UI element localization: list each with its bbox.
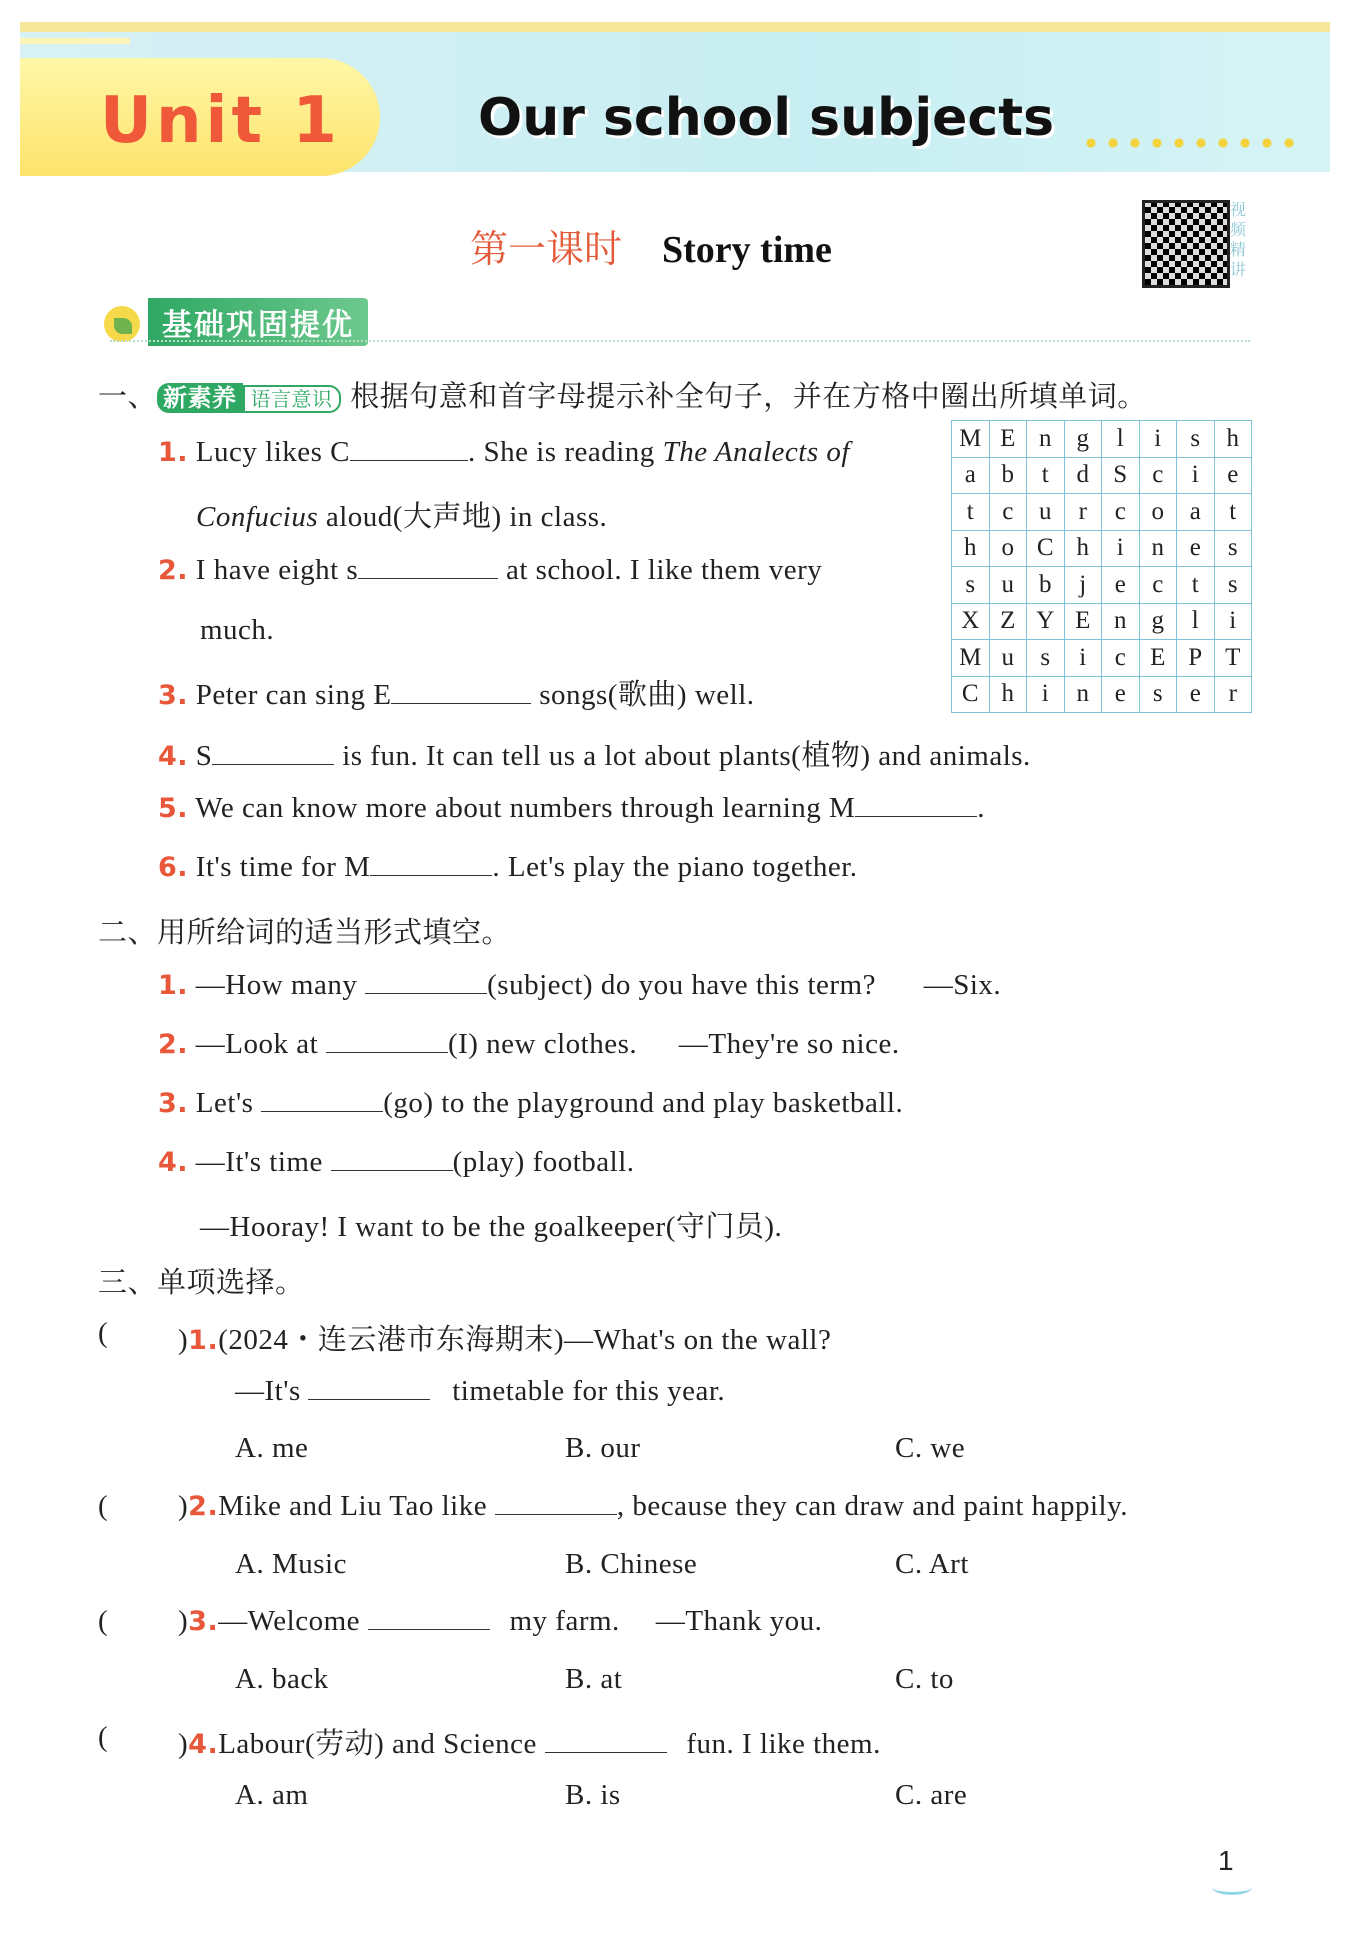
part2-item-3	[158, 1087, 903, 1120]
option-a[interactable]: A. Music	[235, 1548, 347, 1580]
unit-title: Our school subjects	[478, 88, 1055, 148]
grid-cell[interactable]: E	[989, 421, 1027, 458]
grid-row	[952, 603, 1252, 640]
item-text: at school. I like them very	[498, 554, 823, 586]
grid-cell[interactable]: d	[1064, 457, 1102, 494]
grid-cell[interactable]: t	[952, 494, 990, 531]
grid-cell[interactable]: u	[989, 640, 1027, 677]
option-c[interactable]: C. are	[895, 1779, 968, 1811]
lesson-title-cn: 第一课时	[470, 227, 623, 271]
grid-row	[952, 640, 1252, 677]
section-banner	[100, 300, 368, 344]
grid-cell[interactable]: e	[1102, 567, 1140, 604]
item-text: (2024・连云港市东海期末)—What's on the wall?	[218, 1324, 832, 1356]
decorative-dots	[1080, 138, 1300, 148]
word-search-grid	[951, 420, 1252, 713]
divider	[110, 340, 1250, 342]
grid-cell[interactable]: M	[952, 421, 990, 458]
item-number: 2.	[158, 1029, 189, 1060]
answer-blank[interactable]	[545, 1728, 667, 1753]
option-b[interactable]: B. our	[565, 1432, 641, 1464]
page-number-decoration	[1212, 1880, 1252, 1895]
item-text: . She is reading	[468, 436, 663, 468]
item-reply: —Thank you.	[655, 1605, 823, 1637]
item-text: Lucy likes C	[195, 436, 350, 468]
header-stripe	[20, 22, 1330, 32]
option-b[interactable]: B. is	[565, 1779, 621, 1811]
part2-item-4-reply: —Hooray! I want to be the goalkeeper(守门员).	[200, 1211, 783, 1243]
qr-code-icon[interactable]	[1142, 200, 1230, 288]
part1-item-1	[158, 436, 850, 469]
answer-paren-open[interactable]: (	[98, 1490, 108, 1522]
grid-cell[interactable]: b	[1027, 567, 1065, 604]
grid-cell[interactable]: l	[1177, 603, 1215, 640]
item-text: Peter can sing E	[195, 679, 392, 711]
item-number: 6.	[158, 852, 189, 883]
item-text: Let's	[195, 1087, 262, 1119]
answer-blank[interactable]	[391, 679, 531, 704]
grid-cell[interactable]: s	[1214, 530, 1252, 567]
grid-cell[interactable]: c	[1139, 457, 1177, 494]
grid-cell[interactable]: S	[1102, 457, 1140, 494]
answer-blank[interactable]	[365, 969, 487, 994]
item-text: is fun. It can tell us a lot about plants(植物) and animals.	[334, 740, 1031, 772]
item-text: (subject) do you have this term?	[487, 969, 876, 1001]
item-text: aloud(大声地) in class.	[318, 501, 608, 533]
grid-cell[interactable]: i	[1177, 457, 1215, 494]
grid-cell[interactable]: P	[1177, 640, 1215, 677]
grid-cell[interactable]: l	[1102, 421, 1140, 458]
answer-paren-open[interactable]: (	[98, 1721, 108, 1753]
grid-cell[interactable]: Z	[989, 603, 1027, 640]
answer-blank[interactable]	[370, 851, 492, 876]
answer-blank[interactable]	[326, 1028, 448, 1053]
grid-cell[interactable]: h	[1064, 530, 1102, 567]
part2-item-4	[158, 1146, 635, 1179]
item-text: songs(歌曲) well.	[531, 679, 755, 711]
item-number: 4.	[158, 741, 189, 772]
grid-cell[interactable]: i	[1214, 603, 1252, 640]
answer-blank[interactable]	[368, 1605, 490, 1630]
grid-cell[interactable]: u	[989, 567, 1027, 604]
part1-heading	[98, 374, 1147, 415]
grid-cell[interactable]: i	[1102, 530, 1140, 567]
grid-cell[interactable]: s	[1027, 640, 1065, 677]
part1-marker: 一、	[98, 379, 158, 413]
part2-item-1	[158, 969, 1001, 1002]
grid-cell[interactable]: t	[1214, 494, 1252, 531]
part1-item-6	[158, 851, 858, 884]
item-number: 2.	[188, 1491, 219, 1522]
option-c[interactable]: C. to	[895, 1663, 954, 1695]
grid-cell[interactable]: T	[1214, 640, 1252, 677]
grid-cell[interactable]: e	[1177, 530, 1215, 567]
item-text-italic: The Analects of	[662, 436, 850, 468]
grid-cell[interactable]: r	[1214, 676, 1252, 713]
item-number: 5.	[158, 793, 189, 824]
option-b[interactable]: B. at	[565, 1663, 623, 1695]
part3-item-1	[178, 1317, 831, 1358]
item-text: (I) new clothes.	[447, 1028, 638, 1060]
item-text-italic: Confucius	[196, 501, 319, 533]
item-text: We can know more about numbers through learning M	[195, 792, 856, 824]
grid-cell[interactable]: o	[989, 530, 1027, 567]
grid-row	[952, 676, 1252, 713]
grid-cell[interactable]: o	[1139, 494, 1177, 531]
item-number: 1.	[188, 1325, 219, 1356]
grid-cell[interactable]: c	[989, 494, 1027, 531]
option-b[interactable]: B. Chinese	[565, 1548, 698, 1580]
grid-cell[interactable]: i	[1064, 640, 1102, 677]
tag-new-literacy: 新素养	[157, 383, 243, 413]
item-reply: —Six.	[923, 969, 1002, 1001]
part3-item-1-line2	[235, 1375, 725, 1408]
grid-row	[952, 457, 1252, 494]
item-text: —How many	[195, 969, 366, 1001]
grid-cell[interactable]: i	[1139, 421, 1177, 458]
grid-cell[interactable]: C	[1027, 530, 1065, 567]
item-number: 1.	[158, 970, 189, 1001]
grid-cell[interactable]: i	[1027, 676, 1065, 713]
header-stripe-accent	[20, 38, 130, 44]
grid-cell[interactable]: Y	[1027, 603, 1065, 640]
answer-blank[interactable]	[358, 554, 498, 579]
grid-cell[interactable]: g	[1139, 603, 1177, 640]
option-c[interactable]: C. Art	[895, 1548, 969, 1580]
grid-row	[952, 567, 1252, 604]
part1-item-5	[158, 792, 985, 825]
item-text: Labour(劳动) and Science	[218, 1728, 545, 1760]
section-banner-label: 基础巩固提优	[148, 298, 368, 346]
answer-blank[interactable]	[855, 792, 977, 817]
grid-cell[interactable]: g	[1064, 421, 1102, 458]
grid-cell[interactable]: c	[1102, 640, 1140, 677]
grid-cell[interactable]: a	[952, 457, 990, 494]
grid-cell[interactable]: X	[952, 603, 990, 640]
part2-item-2	[158, 1028, 900, 1061]
tag-language-awareness: 语言意识	[243, 385, 341, 413]
item-text: —It's	[235, 1375, 309, 1407]
item-number: 2.	[158, 555, 189, 586]
qr-label: 视频精讲	[1230, 200, 1247, 279]
grid-cell[interactable]: u	[1027, 494, 1065, 531]
grid-cell[interactable]: c	[1102, 494, 1140, 531]
grid-row	[952, 494, 1252, 531]
answer-paren-close: )	[178, 1324, 189, 1356]
grid-cell[interactable]: r	[1064, 494, 1102, 531]
grid-cell[interactable]: t	[1027, 457, 1065, 494]
item-text: (go) to the playground and play basketball.	[383, 1087, 904, 1119]
option-a[interactable]: A. back	[235, 1663, 329, 1695]
grid-cell[interactable]: a	[1177, 494, 1215, 531]
grid-cell[interactable]: n	[1139, 530, 1177, 567]
grid-cell[interactable]: j	[1064, 567, 1102, 604]
lesson-title	[470, 218, 832, 273]
grid-cell[interactable]: h	[952, 530, 990, 567]
answer-blank[interactable]	[212, 740, 334, 765]
item-text: timetable for this year.	[444, 1375, 726, 1407]
answer-blank[interactable]	[261, 1087, 383, 1112]
item-number: 3.	[158, 1088, 189, 1119]
item-number: 1.	[158, 437, 189, 468]
grid-cell[interactable]: E	[1139, 640, 1177, 677]
item-text: —Welcome	[218, 1605, 368, 1637]
answer-blank[interactable]	[308, 1375, 430, 1400]
grid-row	[952, 421, 1252, 458]
answer-paren-close: )	[178, 1605, 189, 1637]
part1-item-1-cont	[196, 494, 607, 535]
part1-item-2-cont: much.	[200, 614, 275, 646]
item-text: I have eight s	[195, 554, 359, 586]
answer-paren-open[interactable]: (	[98, 1317, 108, 1349]
sun-sprout-icon	[100, 300, 148, 344]
answer-blank[interactable]	[495, 1490, 617, 1515]
grid-cell[interactable]: e	[1102, 676, 1140, 713]
grid-cell[interactable]: t	[1177, 567, 1215, 604]
item-text: (play) football.	[452, 1146, 635, 1178]
part3-heading: 三、单项选择。	[98, 1265, 305, 1299]
answer-paren-close: )	[178, 1728, 189, 1760]
item-reply: —They're so nice.	[678, 1028, 900, 1060]
item-text: —Look at	[195, 1028, 326, 1060]
grid-cell[interactable]: M	[952, 640, 990, 677]
option-c[interactable]: C. we	[895, 1432, 966, 1464]
grid-cell[interactable]: s	[952, 567, 990, 604]
grid-cell[interactable]: c	[1139, 567, 1177, 604]
item-number: 3.	[188, 1606, 219, 1637]
item-text: fun. I like them.	[678, 1728, 881, 1760]
answer-paren-close: )	[178, 1490, 189, 1522]
option-a[interactable]: A. am	[235, 1779, 309, 1811]
page-number: 1	[1218, 1845, 1234, 1876]
part3-item-2	[178, 1490, 1128, 1523]
part1-item-3	[158, 672, 755, 713]
grid-cell[interactable]: C	[952, 676, 990, 713]
grid-cell[interactable]: b	[989, 457, 1027, 494]
part3-item-4	[178, 1721, 881, 1762]
grid-cell[interactable]: e	[1214, 457, 1252, 494]
grid-cell[interactable]: s	[1214, 567, 1252, 604]
item-text: , because they can draw and paint happily.	[616, 1490, 1128, 1522]
grid-cell[interactable]: E	[1064, 603, 1102, 640]
item-number: 4.	[158, 1147, 189, 1178]
item-text: . Let's play the piano together.	[492, 851, 858, 883]
item-text: —It's time	[195, 1146, 331, 1178]
item-number: 4.	[188, 1729, 219, 1760]
grid-row	[952, 530, 1252, 567]
unit-label: Unit 1	[100, 84, 341, 158]
option-a[interactable]: A. me	[235, 1432, 309, 1464]
answer-paren-open[interactable]: (	[98, 1605, 108, 1637]
lesson-title-en: Story time	[662, 229, 832, 271]
grid-cell[interactable]: s	[1139, 676, 1177, 713]
item-text: It's time for M	[195, 851, 371, 883]
grid-cell[interactable]: n	[1102, 603, 1140, 640]
grid-cell[interactable]: h	[1214, 421, 1252, 458]
grid-cell[interactable]: h	[989, 676, 1027, 713]
part1-item-4	[158, 733, 1031, 774]
grid-cell[interactable]: n	[1064, 676, 1102, 713]
item-text: my farm.	[501, 1605, 620, 1637]
grid-cell[interactable]: n	[1027, 421, 1065, 458]
item-text: Mike and Liu Tao like	[218, 1490, 495, 1522]
part1-item-2	[158, 554, 822, 587]
part2-heading: 二、用所给词的适当形式填空。	[98, 915, 512, 949]
grid-cell[interactable]: s	[1177, 421, 1215, 458]
part3-item-3	[178, 1605, 822, 1638]
answer-blank[interactable]	[350, 436, 468, 461]
item-number: 3.	[158, 680, 189, 711]
answer-blank[interactable]	[331, 1146, 453, 1171]
part1-instruction: 根据句意和首字母提示补全句子，并在方格中圈出所填单词。	[350, 379, 1147, 413]
item-text: S	[195, 740, 213, 772]
item-text: .	[977, 792, 986, 824]
grid-cell[interactable]: e	[1177, 676, 1215, 713]
